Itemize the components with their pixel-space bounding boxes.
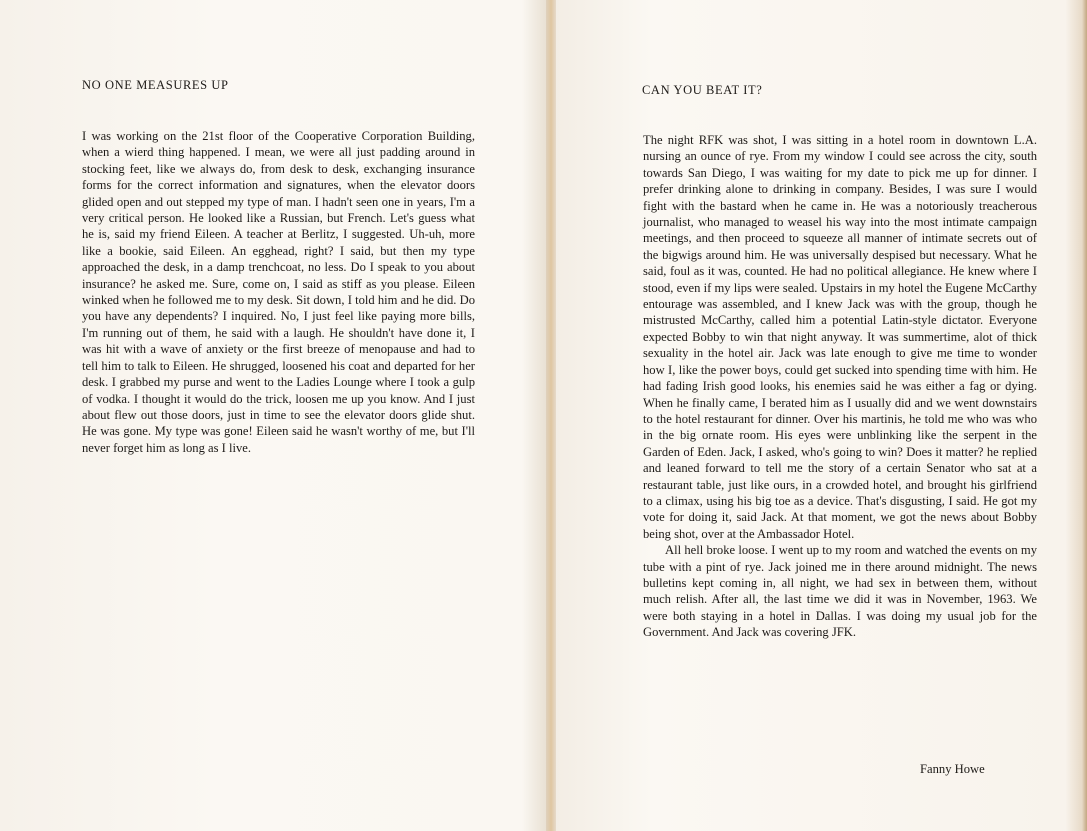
left-paragraph-1: I was working on the 21st floor of the Cooperative Corporation Building, when a wierd thing happened. I mean, we were all just padding around in stocking feet, like we always do, from desk to desk, exchanging insurance forms for the correct information and signatures, when the elevator doors glided open and out stepped my type of man. I hadn't seen one in years, I'm a very critical person. He looked like a Russian, but French. Let's guess what he is, said my friend Eileen. A teacher at Berlitz, I suggested. Uh-uh, more like a bookie, said Eileen. An egghead, right? I said, but then my type approached the desk, in a damp trenchcoat, no less. Do I speak to you about insurance? he asked me. Sure, come on, I said as stiff as you please. Eileen winked when he followed me to my desk. Sit down, I told him and he did. Do you have any dependents? I inquired. No, I just feel like paying more bills, I'm running out of them, he said with a laugh. He shouldn't have done it, I was hit with a wave of anxiety or the first breeze of menopause and had to tell him to talk to Eileen. He shrugged, loosened his coat and departed for her desk. I grabbed my purse and went to the Ladies Lounge where I took a gulp of vodka. I thought it would do the trick, loosen me up you know. And I just about flew out those doors, just in time to see the elevator doors glide shut. He was gone. My type was gone! Eileen said he wasn't worthy of me, but I'll never forget him as long as I live. [82,129,475,455]
left-page-body [82,128,475,456]
author-signature: Fanny Howe [920,762,985,776]
left-page-title: NO ONE MEASURES UP [82,78,229,92]
right-page-body [643,132,1037,641]
book-gutter [546,0,556,831]
right-paragraph-1: The night RFK was shot, I was sitting in a hotel room in downtown L.A. nursing an ounce of rye. From my window I could see across the city, south towards San Diego, I was waiting for my date to pick me up for dinner. I prefer drinking alone to drinking in company. Besides, I was sure I would fight with the bastard when he came in. He was a notoriously treacherous journalist, who managed to weasel his way into the most intimate campaign meetings, and then proceed to squeeze all manner of intimate secrets out of the bigwigs around him. He was universally despised but necessary. What he said, foul as it was, counted. He had no political allegiance. He knew where I stood, even if my lips were sealed. Upstairs in my hotel the Eugene McCarthy entourage was assembled, and I knew Jack was with the group, though he mistrusted McCarthy, called him a potential Latin-style dictator. Everyone expected Bobby to win that night anyway. It was summertime, alot of thick sexuality in the hotel air. Jack was late enough to give me time to wonder how I, like the power boys, could get sucked into spending time with him. He had fading Irish good looks, his enemies said he was either a fag or dying. When he finally came, I berated him as I usually did and we went downstairs to the hotel restaurant for dinner. Over his martinis, he told me who was who in the big ornate room. His eyes were unblinking like the serpent in the Garden of Eden. Jack, I asked, who's going to win? Does it matter? he replied and leaned forward to tell me the story of a certain Senator who sat at a restaurant table, just like ours, in a crowded hotel, and brought his girlfriend to a climax, using his big toe as a device. That's disgusting, I said. He got my vote for doing it, said Jack. At that moment, we got the news about Bobby being shot, over at the Ambassador Hotel. [643,133,1037,541]
right-page-title: CAN YOU BEAT IT? [642,83,763,97]
right-page [556,0,1087,831]
right-paragraph-2: All hell broke loose. I went up to my room and watched the events on my tube with a pint of rye. Jack joined me in there around midnight. The news bulletins kept coming in, all night, we had sex in between them, without much relish. After all, the last time we did it was in November, 1963. We were both staying in a hotel in Dallas. I was doing my usual job for the Government. And Jack was covering JFK. [643,543,1037,640]
